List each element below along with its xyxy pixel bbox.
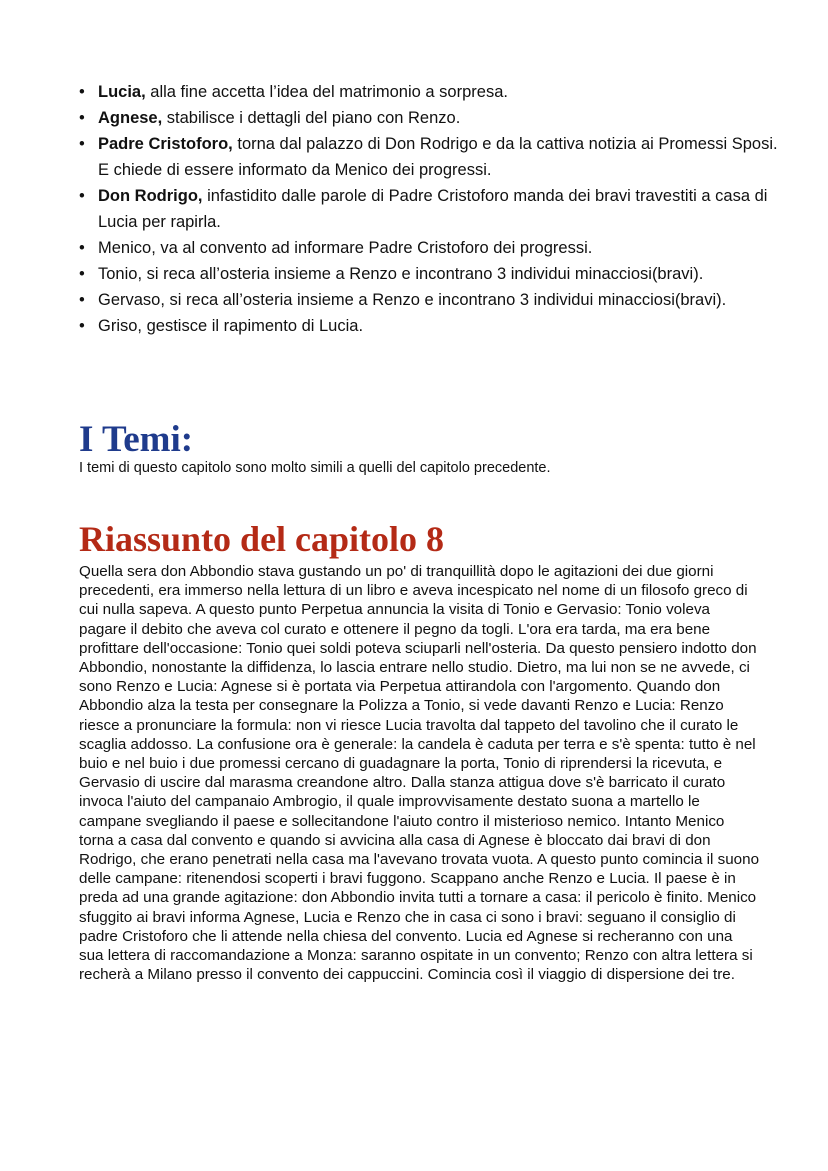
riassunto-heading: Riassunto del capitolo 8: [79, 519, 445, 559]
temi-paragraph: I temi di questo capitolo sono molto simili a quelli del capitolo precedente.: [79, 460, 551, 476]
character-description: torna dal palazzo di Don Rodrigo e da la cattiva notizia ai Promessi Sposi. E chiede di essere informato da Menico dei progressi.: [98, 135, 778, 179]
character-description: Gervaso, si reca all’osteria insieme a Renzo e incontrano 3 individui minacciosi(bravi).: [98, 291, 727, 309]
temi-heading: I Temi:: [79, 419, 194, 460]
character-description: stabilisce i dettagli del piano con Renzo.: [162, 109, 461, 127]
character-name: Padre Cristoforo,: [98, 135, 233, 153]
character-description: infastidito dalle parole di Padre Cristoforo manda dei bravi travestiti a casa di Lucia per rapirla.: [98, 187, 768, 231]
list-item: [78, 79, 778, 105]
list-item: [78, 313, 778, 339]
character-description: Menico, va al convento ad informare Padre Cristoforo dei progressi.: [98, 239, 593, 257]
list-item: [78, 261, 778, 287]
list-item: [78, 235, 778, 261]
character-description: Tonio, si reca all’osteria insieme a Renzo e incontrano 3 individui minacciosi(bravi).: [98, 265, 704, 283]
character-name: Lucia,: [98, 83, 146, 101]
character-description: Griso, gestisce il rapimento di Lucia.: [98, 317, 364, 335]
list-item: [78, 105, 778, 131]
character-name: Agnese,: [98, 109, 163, 127]
list-item: [78, 287, 778, 313]
list-item: [78, 131, 778, 183]
character-list: [78, 79, 778, 339]
riassunto-paragraph: Quella sera don Abbondio stava gustando un po' di tranquillità dopo le agitazioni dei due giorni precedenti, era immerso nella lettura di un libro e aveva incespicato nel nome di un filosofo greco di cui nulla sapeva. A questo punto Perpetua annuncia la visita di Tonio e Gervasio: Tonio voleva pagare il debito che aveva col curato e ottenere il pegno da togli. L'ora era tarda, ma era bene profittare dell'occasione: Tonio quei soldi poteva sciuparli nell'osteria. Da questo pensiero indotto don Abbondio, nonostante la diffidenza, lo lascia entrare nello studio. Dietro, ma lui non se ne avvede, ci sono Renzo e Lucia: Agnese si è portata via Perpetua attirandola con l'argomento. Quando don Abbondio alza la testa per consegnare la Polizza a Tonio, si vede davanti Renzo e Lucia: Renzo riesce a pronunciare la formula: non vi riesce Lucia travolta dal tappeto del tavolino che il curato le scaglia addosso. La confusione ora è generale: la candela è caduta per terra e s'è spenta: tutto è nel buio e nel buio i due promessi cercano di guadagnare la porta, Tonio di riprendersi la ricevuta, e Gervasio di uscire dal marasma creandone altro. Dalla stanza attigua dove s'è barricato il curato invoca l'aiuto del campanaio Ambrogio, il quale improvvisamente destato suona a martello le campane svegliando il paese e sollecitandone l'aiuto contro il misterioso nemico. Intanto Menico torna a casa dal convento e quando si avvicina alla casa di Agnese è bloccato dai bravi di don Rodrigo, che erano penetrati nella casa ma l'avevano trovata vuota. A questo punto comincia il suono delle campane: ritenendosi scoperti i bravi fuggono. Scappano anche Renzo e Lucia. Il paese è in preda ad una grande agitazione: don Abbondio invita tutti a tornare a casa: il pericolo è finito. Menico sfuggito ai bravi informa Agnese, Lucia e Renzo che in casa ci sono i bravi: seguano il consiglio di padre Cristoforo che li attende nella chiesa del convento. Lucia ed Agnese si recheranno con una sua lettera di raccomandazione a Monza: saranno ospitate in un convento; Renzo con altra lettera si recherà a Milano presso il convento dei cappuccini. Comincia così il viaggio di dispersione dei tre.: [79, 563, 760, 984]
character-description: alla fine accetta l’idea del matrimonio a sorpresa.: [145, 83, 508, 101]
list-item: [78, 183, 778, 235]
character-name: Don Rodrigo,: [98, 187, 203, 205]
